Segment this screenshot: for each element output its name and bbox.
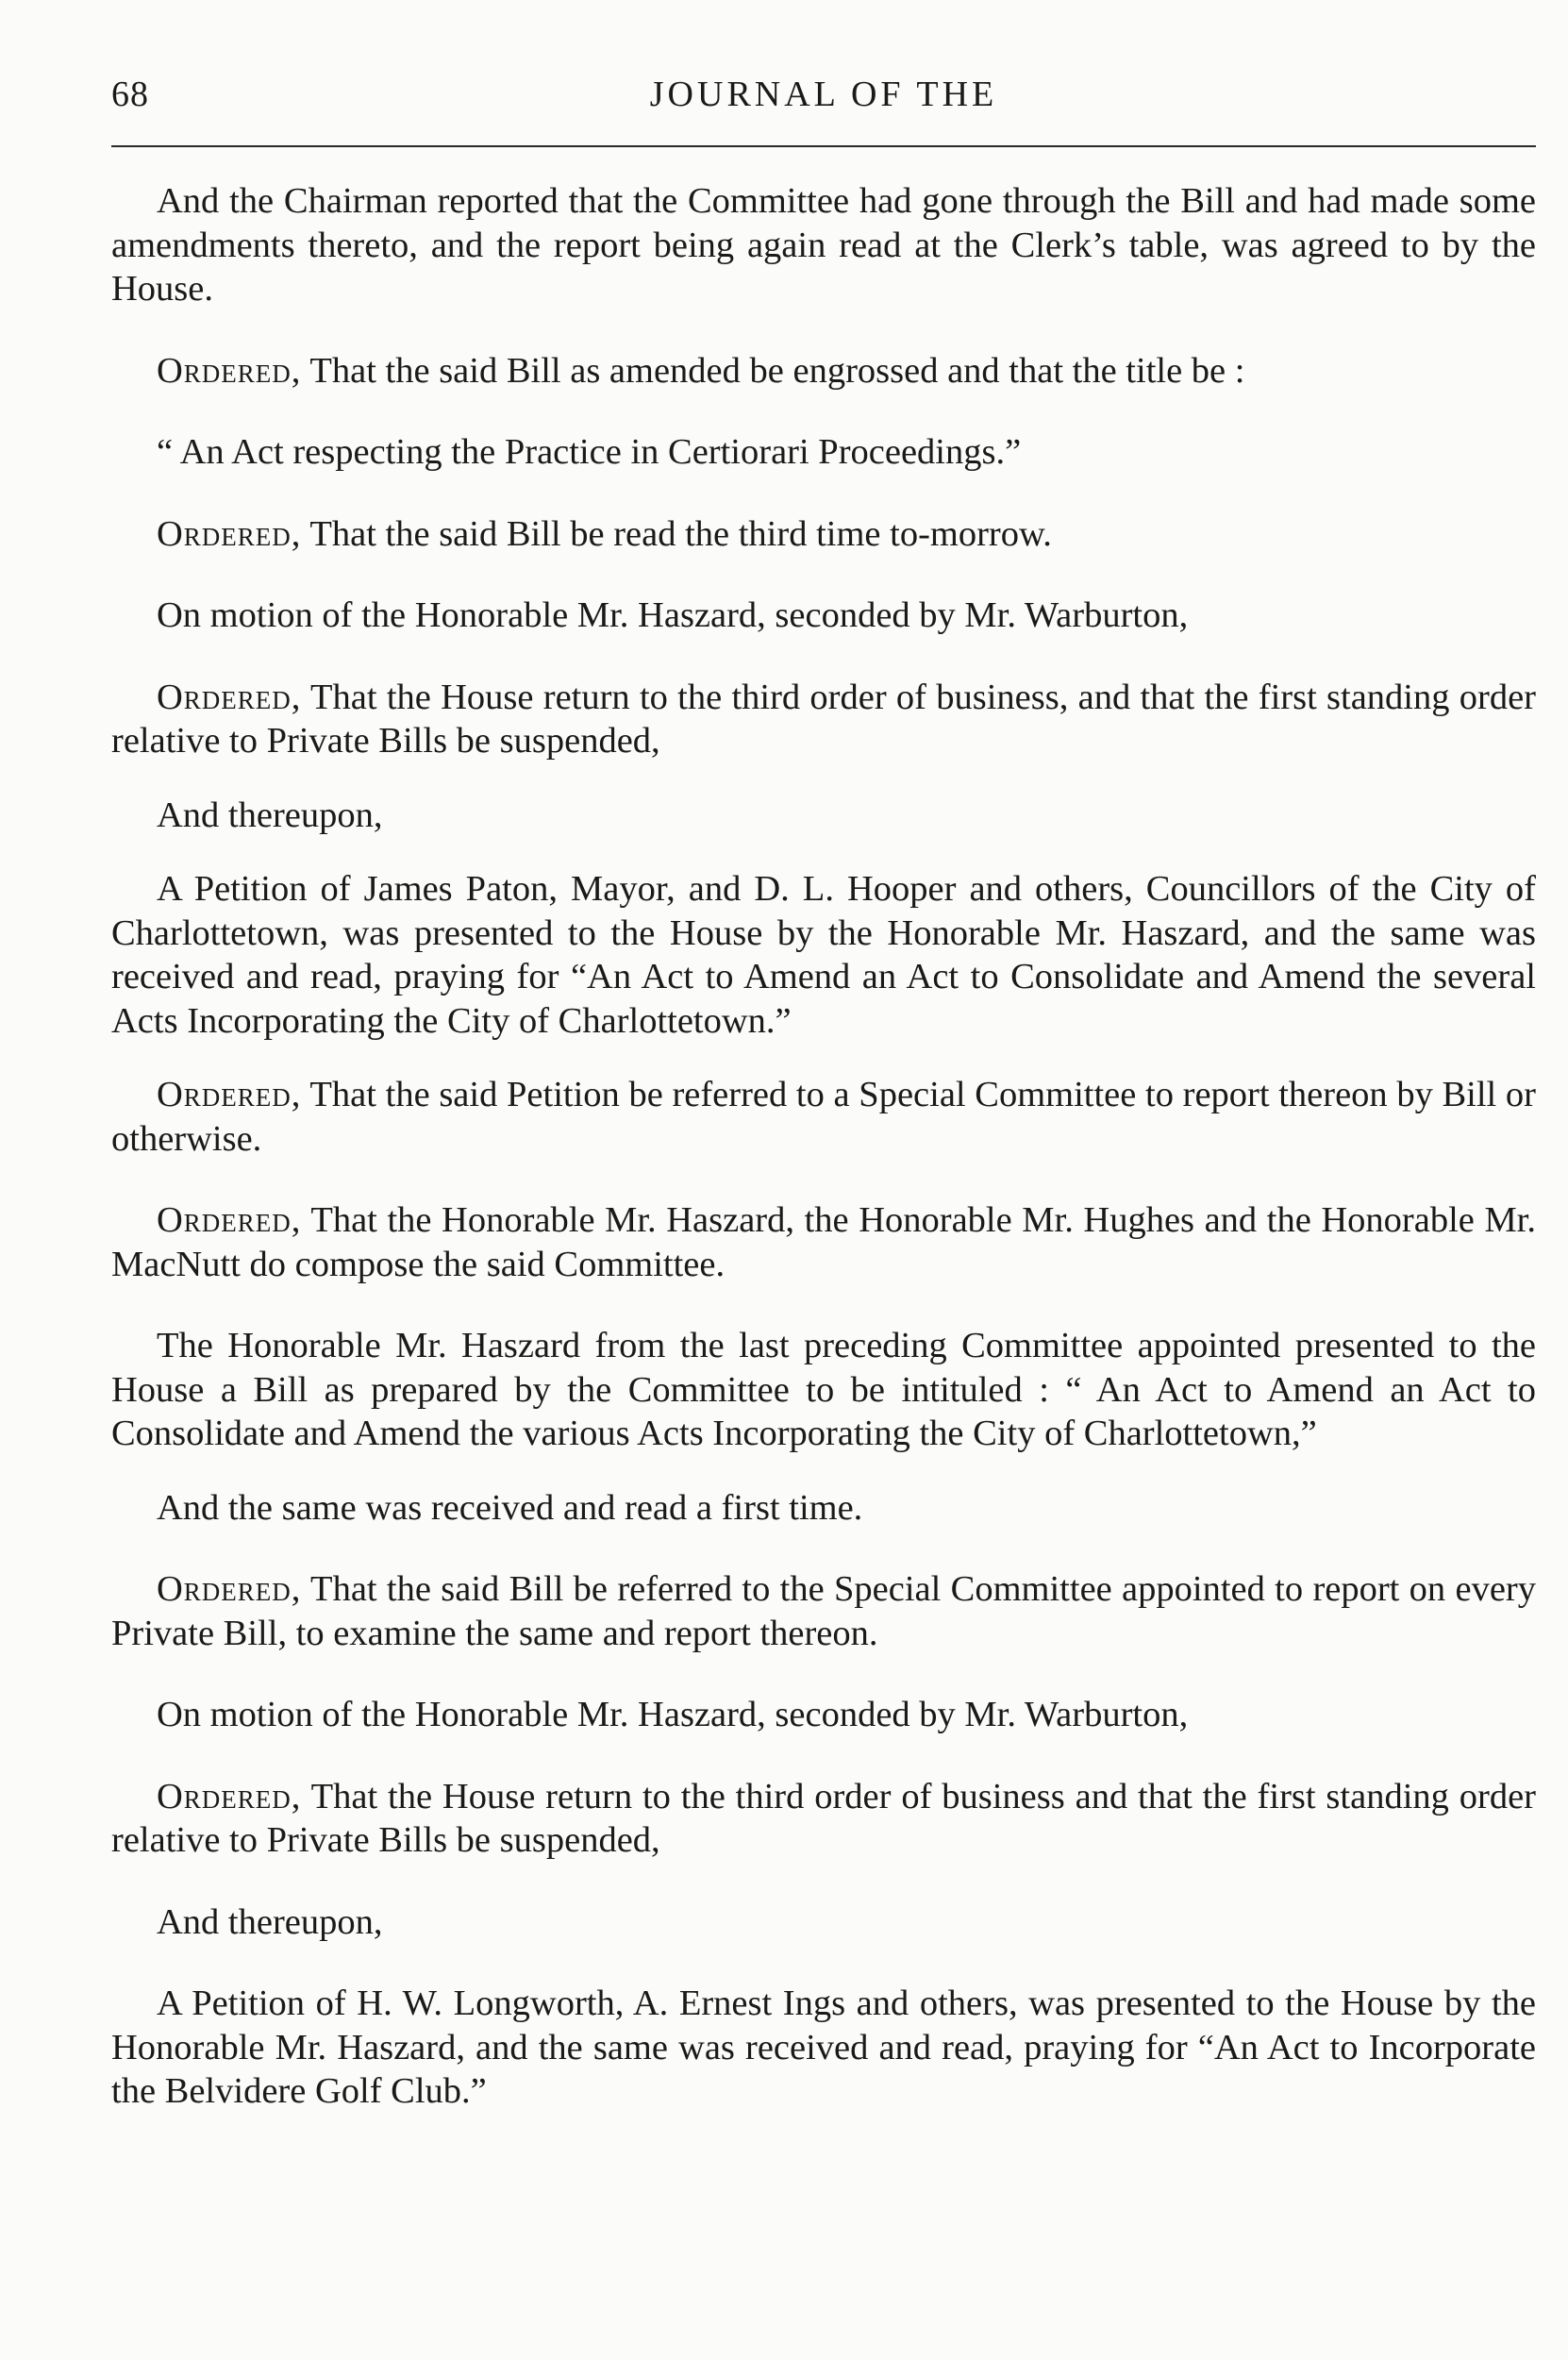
paragraph-text: A Petition of H. W. Longworth, A. Ernest Ings and others, was presented to the House by the Honorable Mr. Haszard, and the same was received and read, praying for “An Act to Incorporate the Belvidere Golf Club.” xyxy=(111,1983,1536,2111)
paragraph-ordered-return-2 xyxy=(111,1775,1536,1863)
ordered-lead: Ordered, xyxy=(157,677,302,717)
paragraph-motion-2 xyxy=(111,1693,1536,1737)
page-number: 68 xyxy=(111,75,149,114)
ordered-lead: Ordered, xyxy=(157,350,302,391)
ordered-lead: Ordered, xyxy=(157,513,302,554)
paragraph-text: And the same was received and read a first time. xyxy=(157,1487,863,1528)
running-head xyxy=(111,74,1536,121)
paragraph-ordered-bill-referred xyxy=(111,1567,1536,1655)
paragraph-chairman-report xyxy=(111,179,1536,311)
paragraph-ordered-committee xyxy=(111,1198,1536,1286)
paragraph-ordered-return xyxy=(111,676,1536,763)
paragraph-text: That the said Bill be read the third time to-morrow. xyxy=(301,513,1052,554)
paragraph-petition-longworth xyxy=(111,1982,1536,2114)
paragraph-text: And thereupon, xyxy=(157,795,383,835)
paragraph-text: That the House return to the third order of business and that the first standing order relative to Private Bills be suspended, xyxy=(111,1776,1536,1860)
ordered-lead: Ordered, xyxy=(157,1200,302,1240)
paragraph-thereupon-2 xyxy=(111,1900,1536,1945)
paragraph-text: That the House return to the third order of business, and that the first standing order relative to Private Bills be suspended, xyxy=(111,677,1536,761)
paragraph-motion xyxy=(111,594,1536,638)
running-title: JOURNAL OF THE xyxy=(649,75,998,114)
paragraph-thereupon xyxy=(111,794,1536,838)
ordered-lead: Ordered, xyxy=(157,1075,302,1114)
paragraph-text: That the Honorable Mr. Haszard, the Honorable Mr. Hughes and the Honorable Mr. MacNutt do compose the said Committee. xyxy=(111,1200,1536,1284)
paragraph-text: The Honorable Mr. Haszard from the last preceding Committee appointed presented to the House a Bill as prepared by the Committee to be intituled : “ An Act to Amend an Act to Consolidate and Amend the various Acts Incorporating the City of Charlottetown,” xyxy=(111,1326,1536,1453)
paragraph-text: On motion of the Honorable Mr. Haszard, seconded by Mr. Warburton, xyxy=(157,595,1189,635)
paragraph-text: That the said Bill be referred to the Special Committee appointed to report on every Private Bill, to examine the same and report thereon. xyxy=(111,1569,1536,1653)
paragraph-petition-paton xyxy=(111,867,1536,1043)
paragraph-bill-title xyxy=(111,430,1536,475)
journal-body xyxy=(111,179,1536,2114)
paragraph-text: That the said Bill as amended be engrossed and that the title be : xyxy=(301,350,1245,391)
paragraph-text: On motion of the Honorable Mr. Haszard, seconded by Mr. Warburton, xyxy=(157,1695,1189,1734)
paragraph-text: That the said Petition be referred to a Special Committee to report thereon by Bill or otherwise. xyxy=(111,1075,1536,1159)
ordered-lead: Ordered, xyxy=(157,1776,302,1816)
paragraph-text: And the Chairman reported that the Committee had gone through the Bill and had made some amendments thereto, and the report being again read at the Clerk’s table, was agreed to by the House. xyxy=(111,181,1536,309)
paragraph-first-reading xyxy=(111,1486,1536,1531)
paragraph-ordered-engrossed xyxy=(111,349,1536,393)
paragraph-text: And thereupon, xyxy=(157,1901,383,1942)
paragraph-ordered-third-reading xyxy=(111,512,1536,557)
ordered-lead: Ordered, xyxy=(157,1569,302,1609)
paragraph-text: A Petition of James Paton, Mayor, and D. L. Hooper and others, Councillors of the City of Charlottetown, was presented to the House by the Honorable Mr. Haszard, and the same was received and read, praying for “An Act to Amend an Act to Consolidate and Amend the several Acts Incorporating the City of Charlottetown.” xyxy=(111,869,1536,1041)
paragraph-committee-bill xyxy=(111,1324,1536,1456)
header-rule xyxy=(111,145,1536,147)
paragraph-ordered-petition-referred xyxy=(111,1073,1536,1161)
paragraph-text: “ An Act respecting the Practice in Certiorari Proceedings.” xyxy=(157,432,1022,472)
